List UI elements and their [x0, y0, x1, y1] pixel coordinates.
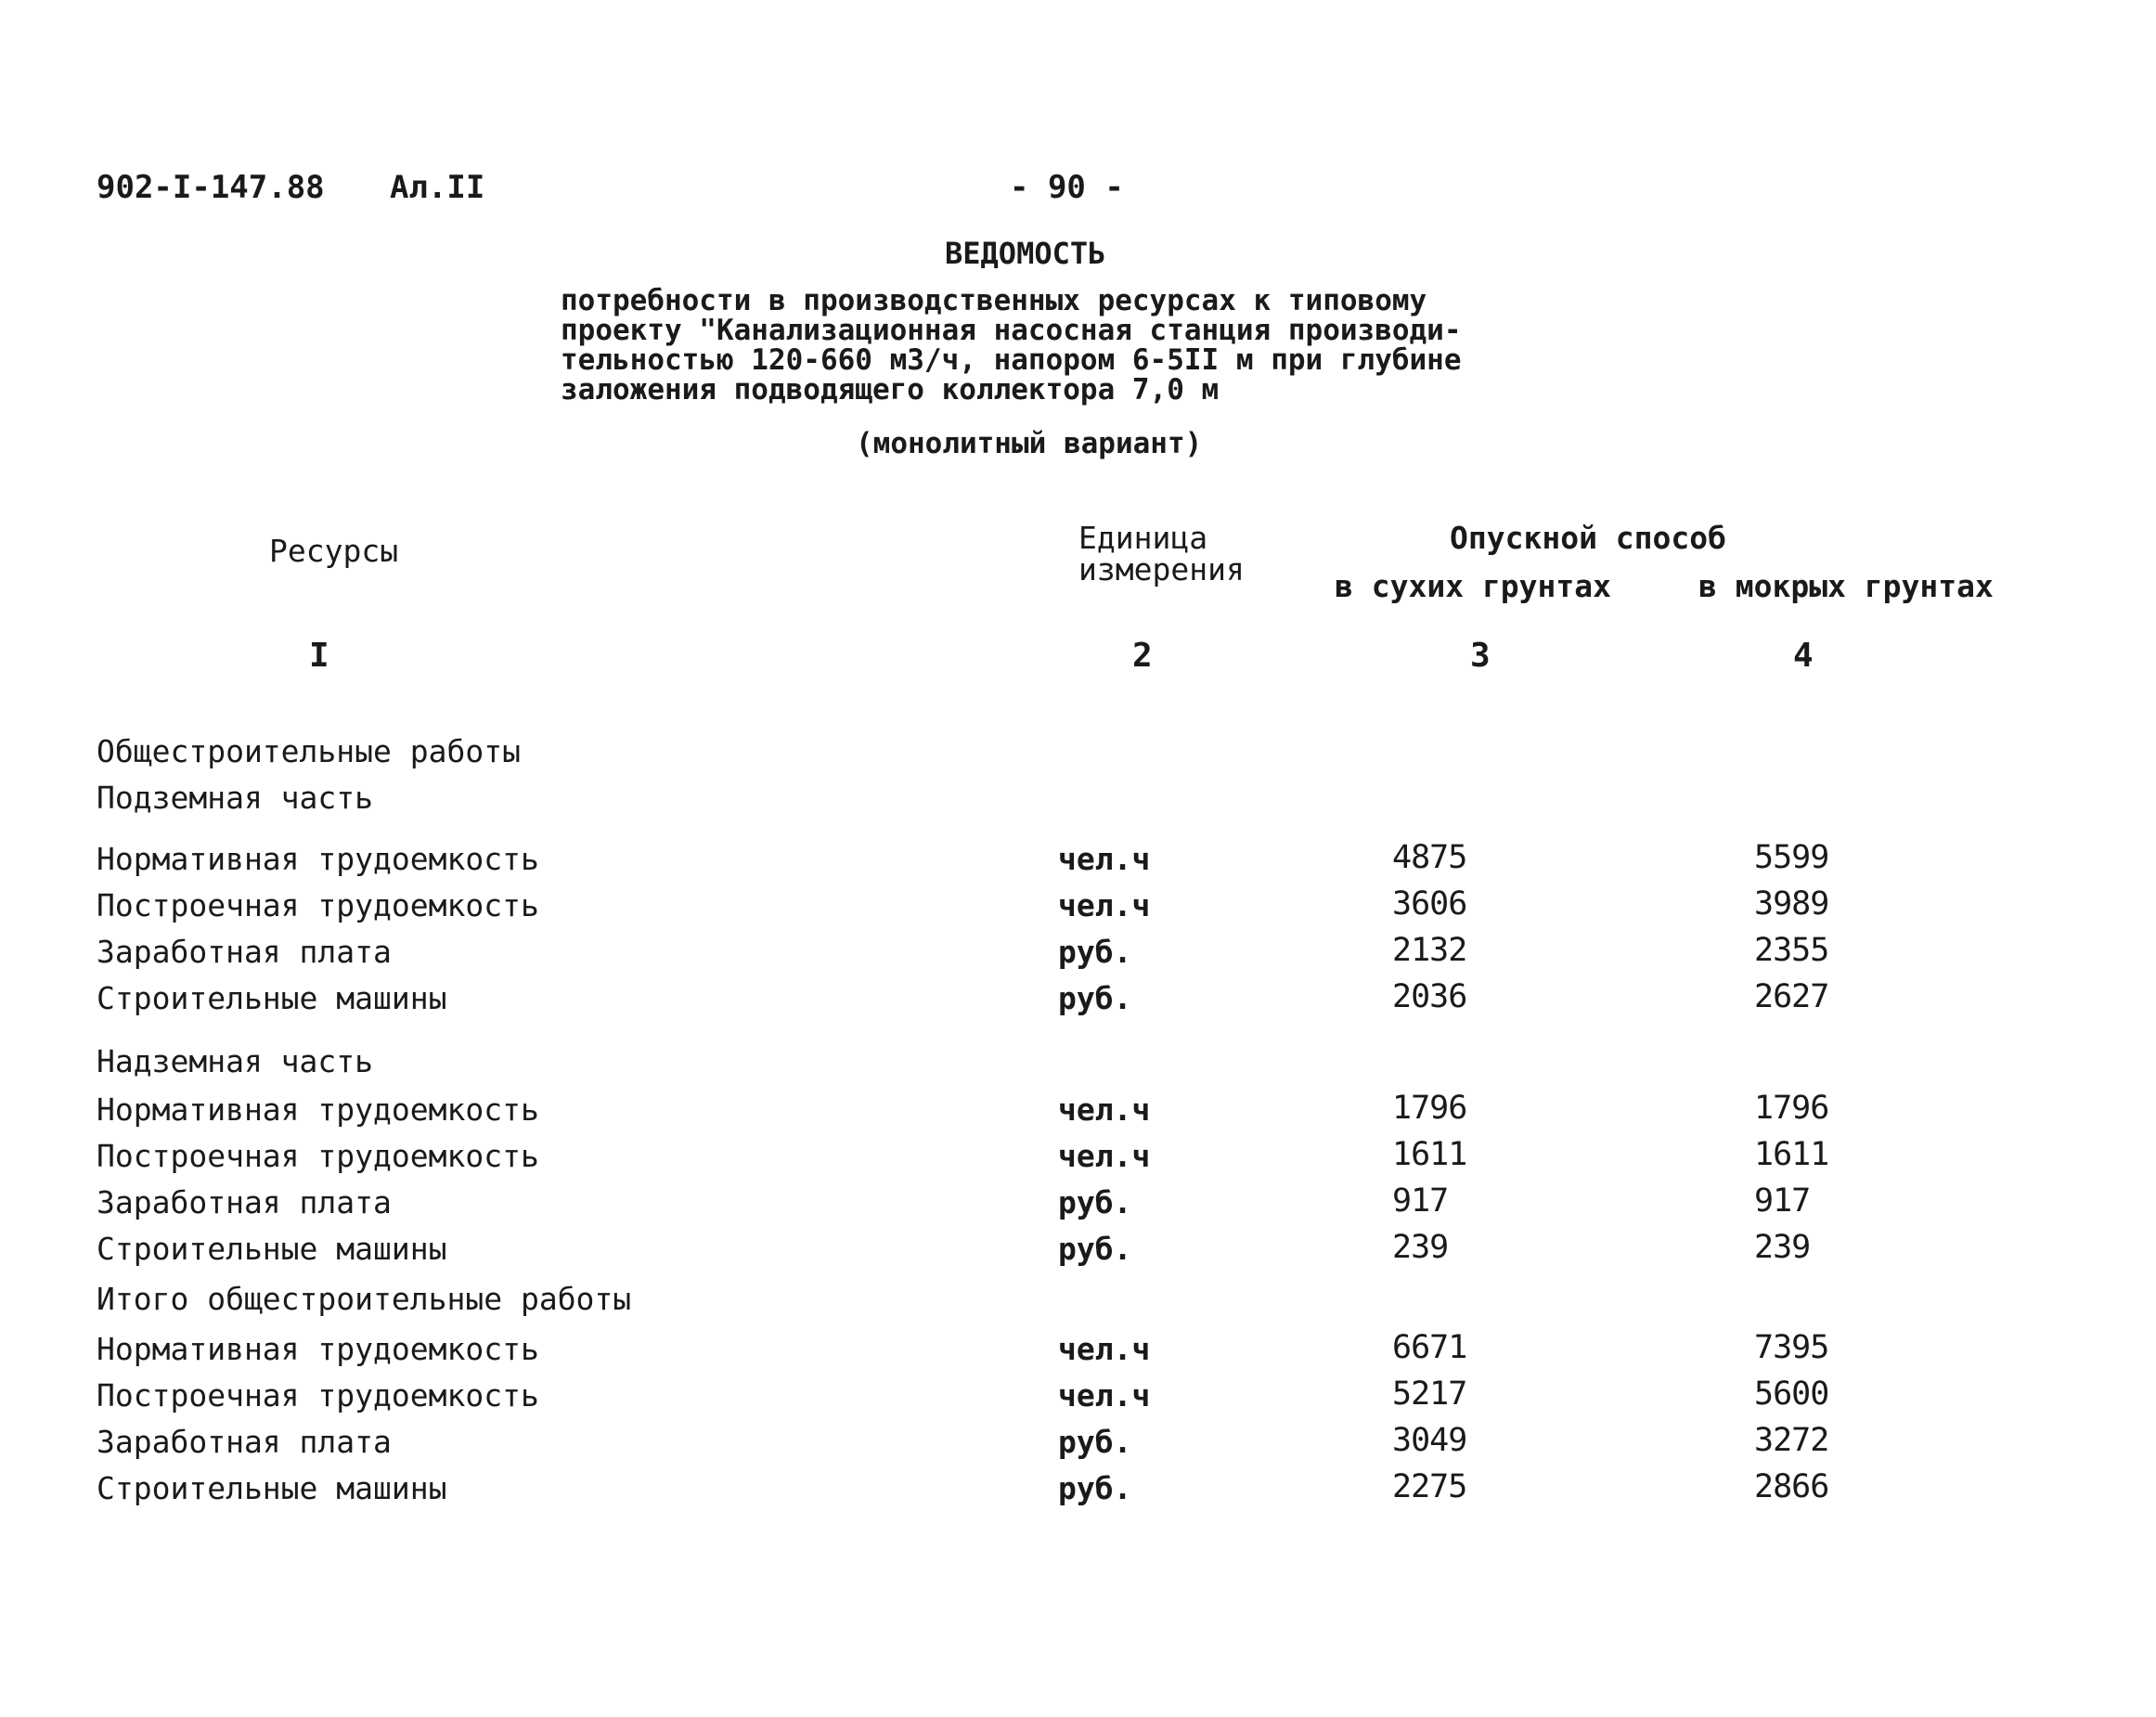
row-unit: чел.ч — [1058, 1331, 1151, 1367]
row-value-wet: 2866 — [1754, 1468, 1829, 1505]
row-value-dry: 2132 — [1392, 932, 1467, 969]
section-heading: Общестроительные работы — [97, 733, 521, 769]
row-value-wet: 1796 — [1754, 1090, 1829, 1127]
row-unit: руб. — [1058, 1231, 1132, 1267]
row-unit: руб. — [1058, 1184, 1132, 1220]
row-label: Строительные машины — [97, 1470, 447, 1506]
row-value-wet: 5599 — [1754, 839, 1829, 876]
row-value-dry: 1796 — [1392, 1090, 1467, 1127]
row-unit: руб. — [1058, 934, 1132, 970]
row-label: Заработная плата — [97, 934, 392, 970]
row-unit: чел.ч — [1058, 887, 1151, 923]
column-header-unit-line2: измерения — [1078, 551, 1245, 587]
row-unit: руб. — [1058, 1470, 1132, 1506]
row-value-dry: 1611 — [1392, 1136, 1467, 1173]
row-value-dry: 5217 — [1392, 1375, 1467, 1413]
row-value-wet: 2627 — [1754, 978, 1829, 1015]
document-subtitle — [561, 286, 1462, 405]
row-value-dry: 2275 — [1392, 1468, 1467, 1505]
subtitle-line: заложения подводящего коллектора 7,0 м — [561, 373, 1220, 407]
row-label: Строительные машины — [97, 980, 447, 1016]
row-value-dry: 917 — [1392, 1182, 1449, 1220]
row-value-dry: 2036 — [1392, 978, 1467, 1015]
page-number: - 90 - — [1010, 169, 1124, 206]
album-number: Ал.II — [390, 169, 485, 206]
row-value-wet: 1611 — [1754, 1136, 1829, 1173]
row-value-wet: 7395 — [1754, 1329, 1829, 1366]
row-label: Нормативная трудоемкость — [97, 1091, 539, 1128]
row-value-dry: 4875 — [1392, 839, 1467, 876]
row-value-dry: 3049 — [1392, 1422, 1467, 1459]
column-number-3: 3 — [1470, 637, 1491, 675]
row-label: Построечная трудоемкость — [97, 1138, 539, 1174]
row-unit: руб. — [1058, 1424, 1132, 1460]
subtitle-line: тельностью 120-660 м3/ч, напором 6-5II м при глубине — [561, 343, 1462, 377]
row-label: Строительные машины — [97, 1231, 447, 1267]
column-number-1: I — [309, 637, 329, 675]
column-header-wet-soil: в мокрых грунтах — [1698, 568, 1994, 604]
row-value-wet: 3989 — [1754, 885, 1829, 923]
row-label: Нормативная трудоемкость — [97, 1331, 539, 1367]
row-value-dry: 6671 — [1392, 1329, 1467, 1366]
row-label: Построечная трудоемкость — [97, 887, 539, 923]
document-title: ВЕДОМОСТЬ — [945, 236, 1106, 271]
column-number-4: 4 — [1793, 637, 1814, 675]
row-unit: чел.ч — [1058, 841, 1151, 877]
row-unit: чел.ч — [1058, 1138, 1151, 1174]
section-heading: Итого общестроительные работы — [97, 1281, 632, 1317]
row-value-wet: 917 — [1754, 1182, 1811, 1220]
row-unit: чел.ч — [1058, 1377, 1151, 1414]
row-unit: руб. — [1058, 980, 1132, 1016]
section-heading: Подземная часть — [97, 780, 374, 816]
row-value-wet: 5600 — [1754, 1375, 1829, 1413]
column-header-resources: Ресурсы — [269, 533, 399, 569]
row-label: Заработная плата — [97, 1424, 392, 1460]
row-value-wet: 2355 — [1754, 932, 1829, 969]
column-number-2: 2 — [1132, 637, 1153, 675]
row-label: Заработная плата — [97, 1184, 392, 1220]
document-code: 902-I-147.88 — [97, 169, 325, 206]
column-header-method: Опускной способ — [1450, 520, 1727, 556]
variant-note: (монолитный вариант) — [856, 427, 1203, 460]
row-label: Построечная трудоемкость — [97, 1377, 539, 1414]
row-label: Нормативная трудоемкость — [97, 841, 539, 877]
row-value-wet: 3272 — [1754, 1422, 1829, 1459]
row-unit: чел.ч — [1058, 1091, 1151, 1128]
row-value-dry: 3606 — [1392, 885, 1467, 923]
subtitle-line: проекту "Канализационная насосная станция производи- — [561, 314, 1462, 347]
column-header-unit-line1: Единица — [1078, 520, 1208, 556]
subtitle-line: потребности в производственных ресурсах к типовому — [561, 284, 1427, 317]
row-value-wet: 239 — [1754, 1229, 1811, 1266]
column-header-dry-soil: в сухих грунтах — [1335, 568, 1612, 604]
row-value-dry: 239 — [1392, 1229, 1449, 1266]
section-heading: Надземная часть — [97, 1043, 374, 1079]
